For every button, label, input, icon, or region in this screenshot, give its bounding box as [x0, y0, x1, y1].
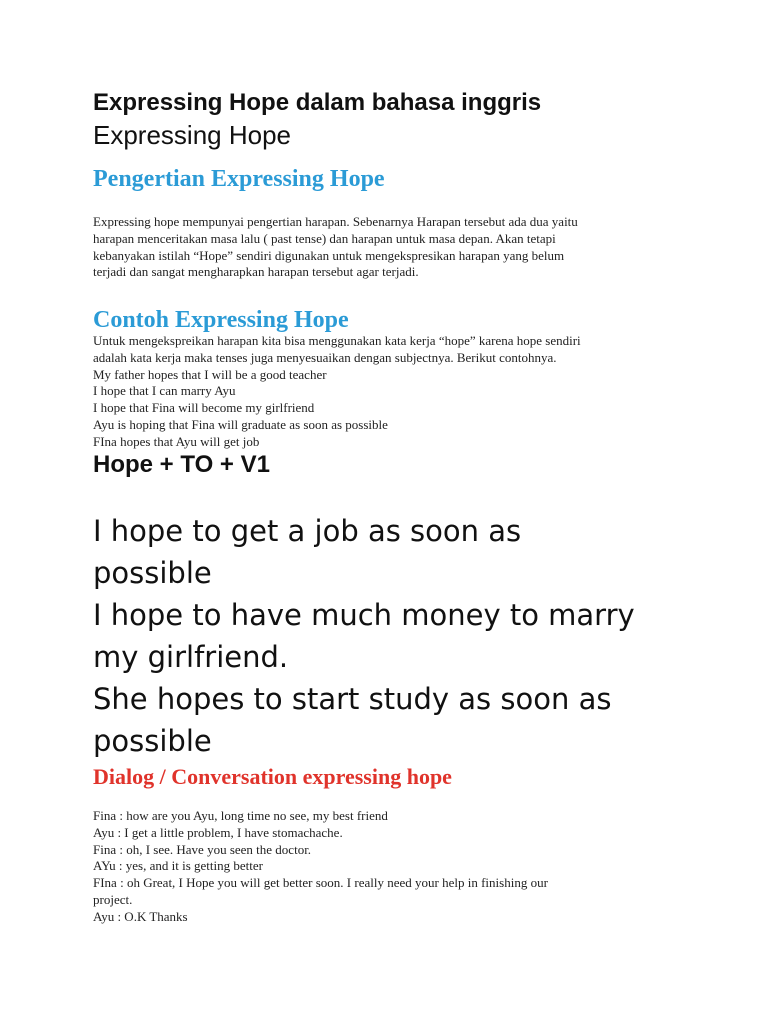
dialog-block	[93, 808, 668, 926]
document-subtitle: Expressing Hope	[93, 120, 291, 150]
dialog-line: Fina : oh, I see. Have you seen the doctor.	[93, 841, 312, 857]
paragraph-line: Untuk mengekspreikan harapan kita bisa menggunakan kata kerja “hope” karena hope sendiri	[93, 333, 581, 348]
dialog-line: AYu : yes, and it is getting better	[93, 858, 263, 874]
grammar-formula: Hope + TO + V1	[93, 451, 270, 478]
dialog-line: project.	[93, 891, 133, 907]
example-sentence: FIna hopes that Ayu will get job	[93, 433, 260, 449]
large-example-line: possible	[93, 556, 212, 590]
dialog-line: Fina : how are you Ayu, long time no see, my best friend	[93, 808, 388, 823]
large-example-line: my girlfriend.	[93, 640, 289, 674]
large-example-line: She hopes to start study as soon as	[93, 682, 612, 716]
paragraph-line: terjadi dan sangat mengharapkan harapan tersebut agar terjadi.	[93, 264, 419, 280]
section-heading-contoh: Contoh Expressing Hope	[93, 307, 349, 333]
section-heading-pengertian: Pengertian Expressing Hope	[93, 166, 385, 192]
document-title: Expressing Hope dalam bahasa inggris	[93, 89, 542, 116]
paragraph-line: harapan menceritakan masa lalu ( past tense) dan harapan untuk masa depan. Akan tetapi	[93, 230, 556, 246]
dialog-line: Ayu : I get a little problem, I have stomachache.	[93, 824, 343, 840]
section-heading-dialog: Dialog / Conversation expressing hope	[93, 764, 452, 789]
example-sentence: I hope that Fina will become my girlfriend	[93, 400, 315, 416]
section-paragraph-pengertian	[93, 214, 668, 281]
large-example-line: possible	[93, 724, 212, 758]
section-paragraph-contoh	[93, 333, 668, 451]
example-sentence: My father hopes that I will be a good teacher	[93, 366, 327, 382]
paragraph-line: Expressing hope mempunyai pengertian harapan. Sebenarnya Harapan tersebut ada dua yaitu	[93, 214, 578, 229]
large-example-line: I hope to have much money to marry	[93, 598, 635, 632]
example-sentence: I hope that I can marry Ayu	[93, 383, 236, 399]
large-examples	[93, 510, 693, 762]
example-sentence: Ayu is hoping that Fina will graduate as soon as possible	[93, 416, 388, 432]
paragraph-line: kebanyakan istilah “Hope” sendiri digunakan untuk mengekspresikan harapan yang belum	[93, 247, 565, 263]
paragraph-line: adalah kata kerja maka tenses juga menyesuaikan dengan subjectnya. Berikut contohnya.	[93, 349, 557, 365]
large-example-line: I hope to get a job as soon as	[93, 514, 522, 548]
dialog-line: FIna : oh Great, I Hope you will get better soon. I really need your help in finishing our	[93, 875, 548, 891]
dialog-line: Ayu : O.K Thanks	[93, 908, 188, 924]
